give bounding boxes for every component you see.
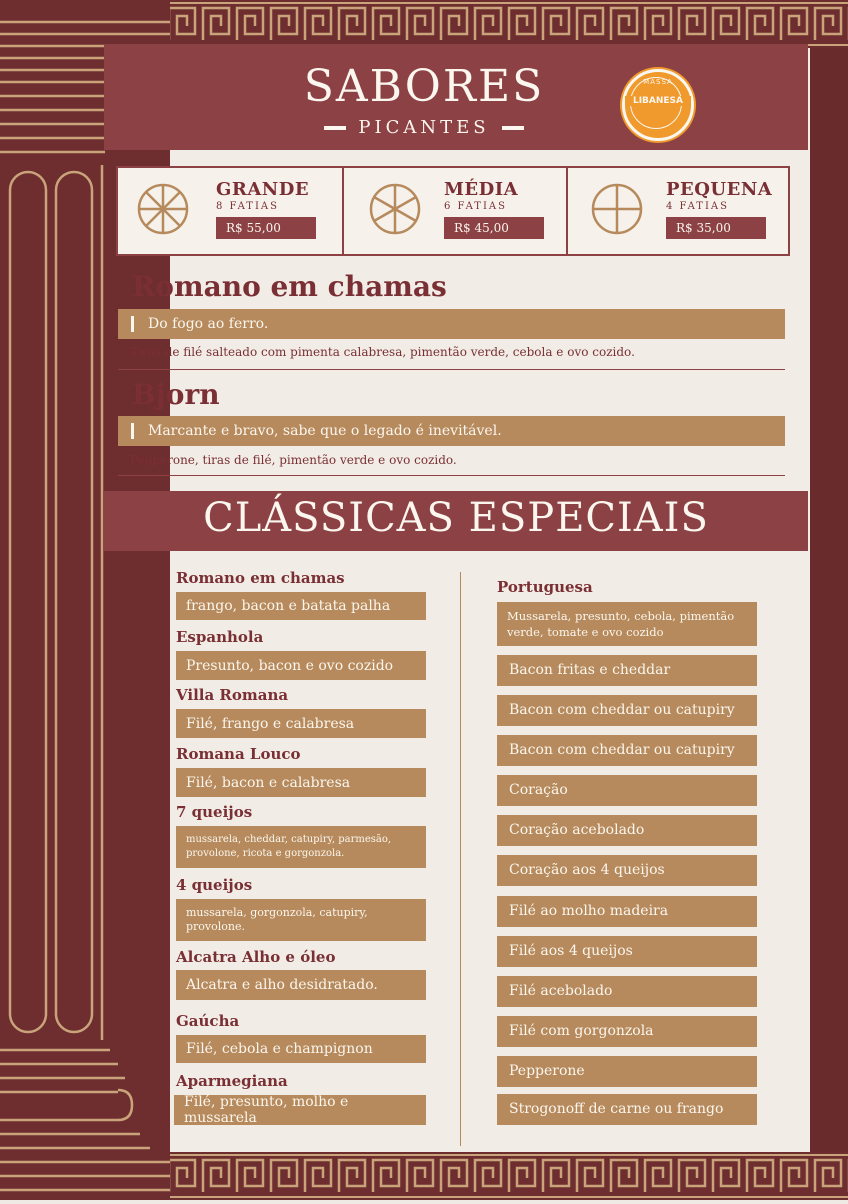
bar-decoration: [131, 316, 134, 332]
dash-decoration: [324, 126, 346, 130]
menu-item-description: frango, bacon e batata palha: [176, 592, 426, 620]
column-divider: [460, 572, 461, 1146]
logo-top-text: MASSA: [643, 78, 673, 86]
pizza-8-slices-icon: [136, 182, 190, 236]
divider-line: [118, 475, 785, 476]
spicy-item-description: Tiras de filé salteado com pimenta calabresa, pimentão verde, cebola e ovo cozido.: [130, 345, 635, 359]
page-subtitle: [0, 117, 848, 138]
pizza-4-slices-icon: [590, 182, 644, 236]
size-price: R$ 45,00: [444, 217, 544, 239]
menu-item-name: Alcatra Alho e óleo: [176, 948, 336, 966]
top-greek-key-border: [166, 0, 848, 48]
menu-item-description: Filé, bacon e calabresa: [176, 768, 426, 797]
size-slices: 6 FATIAS: [444, 201, 507, 212]
menu-item: Bacon com cheddar ou catupiry: [497, 695, 757, 726]
menu-item-name: Gaúcha: [176, 1012, 240, 1030]
bottom-greek-key-border: [166, 1152, 848, 1200]
size-name: PEQUENA: [666, 179, 773, 200]
menu-item-description: Mussarela, presunto, cebola, pimentão verde, tomate e ovo cozido: [497, 602, 757, 646]
tagline-text: Do fogo ao ferro.: [148, 316, 269, 332]
page-title: SABORES: [303, 61, 545, 112]
menu-item-description: Filé, cebola e champignon: [176, 1035, 426, 1063]
menu-item-name: 7 queijos: [176, 803, 253, 821]
menu-item: Filé ao molho madeira: [497, 896, 757, 927]
menu-item-name: Espanhola: [176, 628, 264, 646]
right-border-bar: [810, 0, 848, 1200]
size-price: R$ 55,00: [216, 217, 316, 239]
section-title: CLÁSSICAS ESPECIAIS: [203, 495, 709, 541]
size-pequena: [566, 168, 790, 254]
spicy-item-title: Romano em chamas: [132, 270, 447, 303]
menu-item: Bacon com cheddar ou catupiry: [497, 735, 757, 766]
divider-line: [118, 369, 785, 370]
menu-item-name: Portuguesa: [497, 578, 593, 596]
spicy-item-tagline: [118, 416, 785, 446]
tagline-text: Marcante e bravo, sabe que o legado é inevitável.: [148, 423, 502, 439]
menu-item-name: Romano em chamas: [176, 569, 345, 587]
menu-item-description: mussarela, cheddar, catupiry, parmesão, provolone, ricota e gorgonzola.: [176, 826, 426, 868]
size-price-panel: [116, 166, 790, 256]
menu-item-description: Alcatra e alho desidratado.: [176, 970, 426, 1000]
brand-logo: [622, 69, 694, 141]
menu-item: Coração aos 4 queijos: [497, 855, 757, 886]
size-name: GRANDE: [216, 179, 310, 200]
menu-item: Filé acebolado: [497, 976, 757, 1007]
menu-item: Coração acebolado: [497, 815, 757, 846]
menu-item: Filé aos 4 queijos: [497, 936, 757, 967]
size-slices: 4 FATIAS: [666, 201, 729, 212]
menu-item: Pepperone: [497, 1056, 757, 1087]
spicy-item-tagline: [118, 309, 785, 339]
menu-item: Coração: [497, 775, 757, 806]
menu-item-description: Presunto, bacon e ovo cozido: [176, 651, 426, 680]
menu-item: Filé com gorgonzola: [497, 1016, 757, 1047]
size-name: MÉDIA: [444, 179, 519, 200]
size-price: R$ 35,00: [666, 217, 766, 239]
pizza-6-slices-icon: [368, 182, 422, 236]
size-grande: [118, 168, 340, 254]
spicy-item-title: Bjorn: [132, 378, 220, 411]
menu-item: Strogonoff de carne ou frango: [497, 1094, 757, 1125]
size-media: [342, 168, 566, 254]
size-slices: 8 FATIAS: [216, 201, 279, 212]
menu-item-name: Villa Romana: [176, 686, 289, 704]
bar-decoration: [131, 423, 134, 439]
menu-item-name: Romana Louco: [176, 745, 301, 763]
menu-item-description: Filé, presunto, molho e mussarela: [174, 1095, 426, 1125]
logo-main-text: LIBANESA: [625, 96, 691, 106]
menu-item-description: Filé, frango e calabresa: [176, 709, 426, 738]
spicy-item-description: Pepperone, tiras de filé, pimentão verde e ovo cozido.: [130, 453, 457, 467]
menu-item: Bacon fritas e cheddar: [497, 655, 757, 686]
dash-decoration: [502, 126, 524, 130]
menu-item-name: 4 queijos: [176, 876, 253, 894]
subtitle-text: PICANTES: [358, 117, 490, 138]
menu-item-name: Aparmegiana: [176, 1072, 288, 1090]
menu-item-description: mussarela, gorgonzola, catupiry, provolone.: [176, 899, 426, 941]
